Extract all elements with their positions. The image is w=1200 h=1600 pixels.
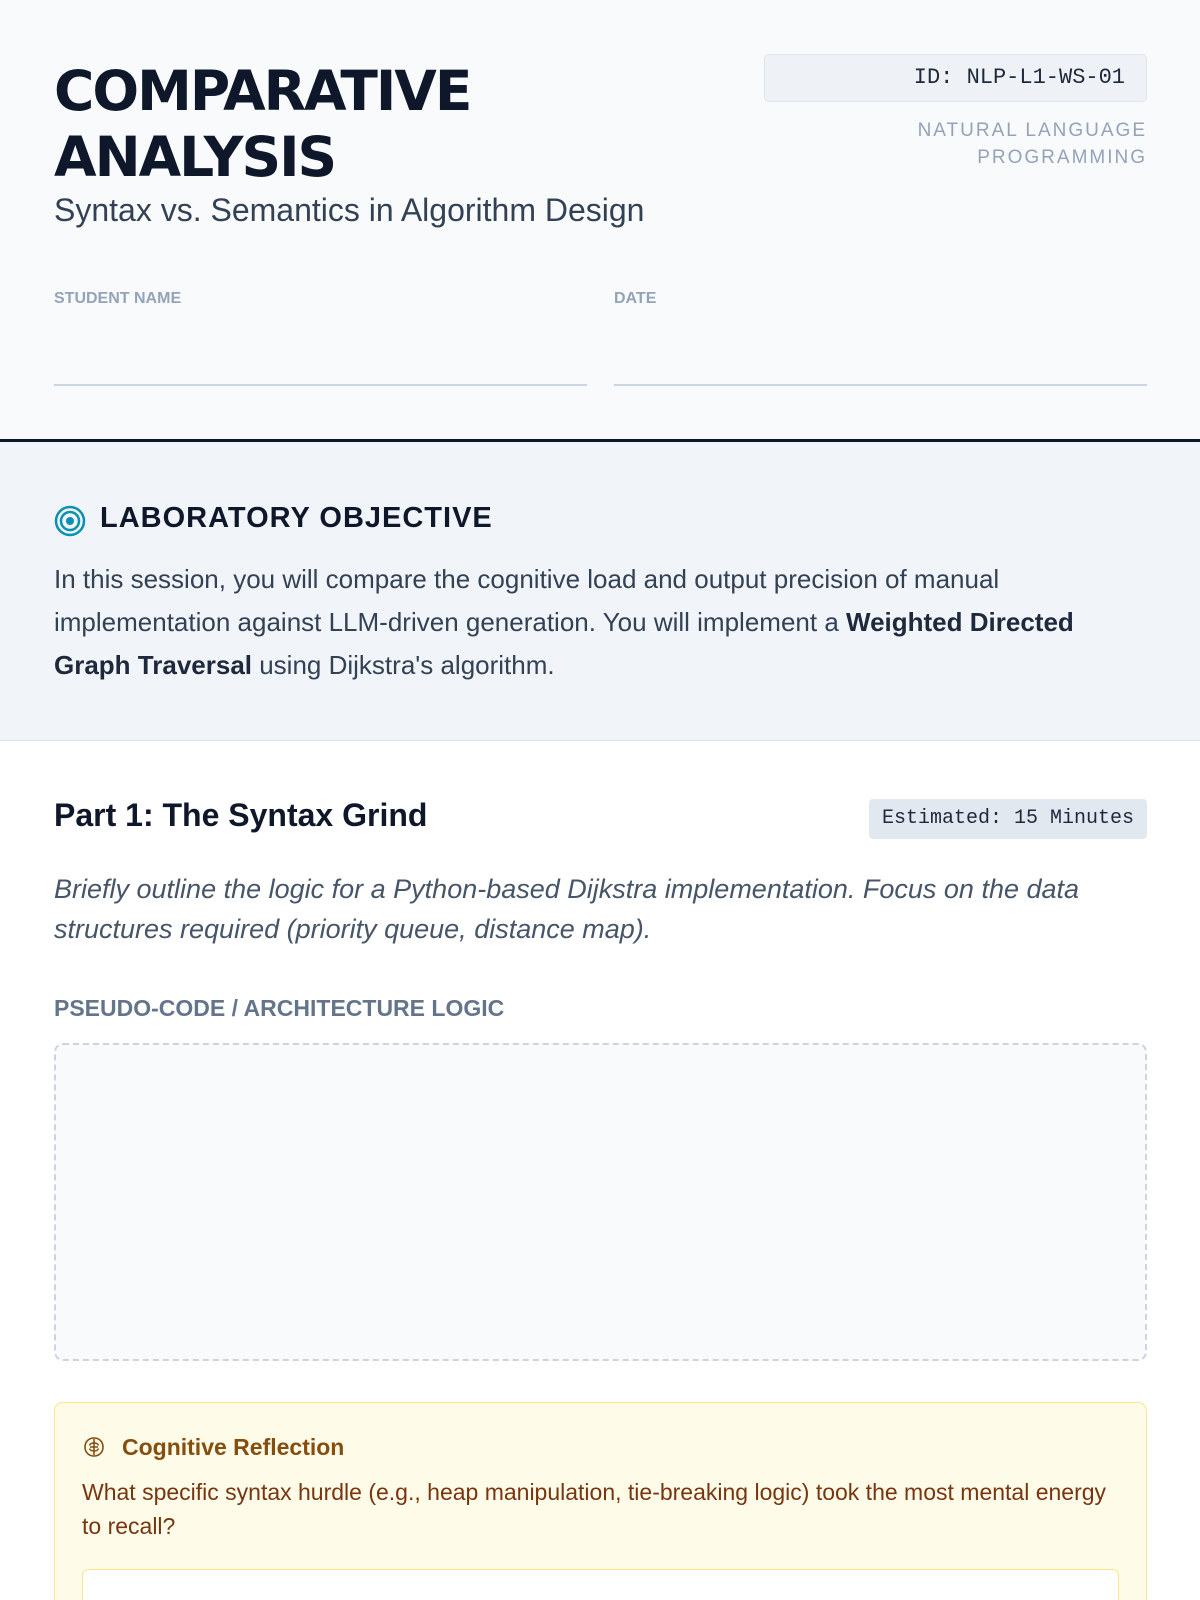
reflection-title: Cognitive Reflection (122, 1434, 345, 1460)
student-name-field[interactable] (54, 384, 587, 386)
answer-area-label: PSEUDO-CODE / ARCHITECTURE LOGIC (54, 995, 505, 1021)
objective-text-outro: using Dijkstra's algorithm. (252, 650, 555, 680)
student-name-label: STUDENT NAME (54, 290, 182, 307)
part-1-section (0, 741, 1200, 1600)
cognitive-reflection-card (54, 1402, 1147, 1600)
objective-text-emphasis: Weighted Directed Graph Traversal (54, 607, 1074, 680)
reflection-answer-field[interactable] (82, 1569, 1119, 1600)
part-title: Part 1: The Syntax Grind (54, 797, 428, 833)
reflection-question: What specific syntax hurdle (e.g., heap manipulation, tie-breaking logic) took the most mental energy to recall? (82, 1479, 1107, 1539)
pseudo-code-answer-box[interactable] (54, 1043, 1147, 1361)
page-subtitle: Syntax vs. Semantics in Algorithm Design (54, 192, 645, 228)
date-field[interactable] (614, 384, 1147, 386)
brain-icon (82, 1435, 106, 1459)
worksheet-header (0, 0, 1200, 442)
department-label: NATURAL LANGUAGE PROGRAMMING (917, 120, 1147, 168)
part-instructions: Briefly outline the logic for a Python-based Dijkstra implementation. Focus on the data structures required (priority queue, distance map). (54, 874, 1080, 944)
objective-section (0, 442, 1200, 741)
objective-text-intro: In this session, you will compare the cognitive load and output precision of manual implementation against LLM-driven generation. You will implement a (54, 564, 1000, 637)
worksheet-id-badge: ID: NLP-L1-WS-01 (764, 54, 1147, 102)
time-estimate-badge: Estimated: 15 Minutes (869, 799, 1147, 839)
objective-text (54, 558, 1154, 687)
objective-title: LABORATORY OBJECTIVE (100, 502, 493, 534)
target-icon (54, 505, 86, 537)
date-label: DATE (614, 290, 657, 307)
page-title: COMPARATIVE ANALYSIS (54, 59, 471, 189)
